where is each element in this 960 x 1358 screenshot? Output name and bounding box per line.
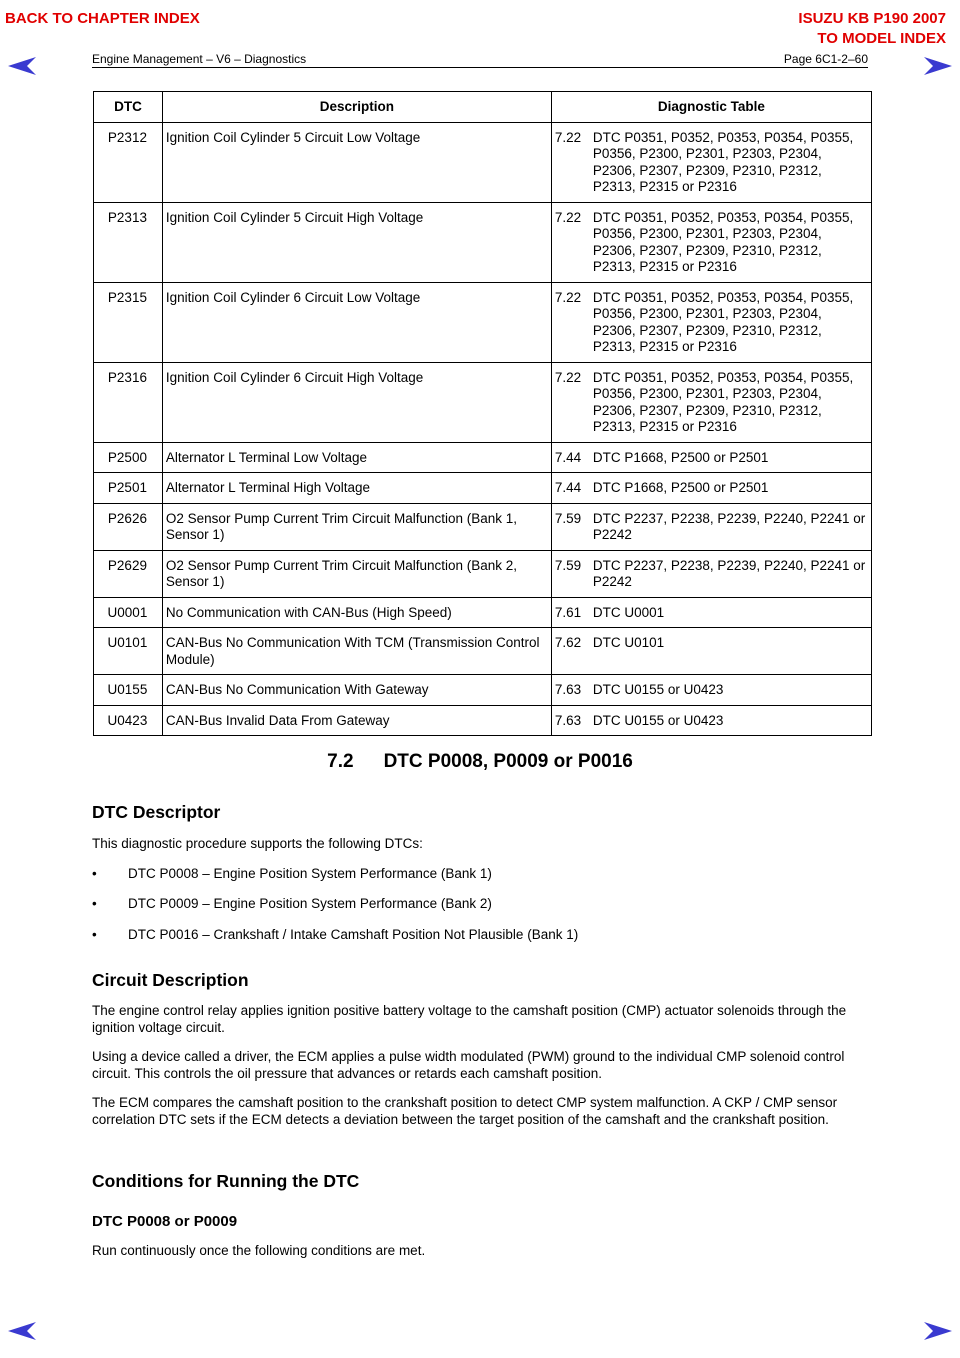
conditions-text: Run continuously once the following conditions are met. — [92, 1243, 426, 1258]
table-row — [94, 550, 872, 597]
dtc-code: U0101 — [94, 628, 163, 675]
back-to-chapter-index-link[interactable]: BACK TO CHAPTER INDEX — [5, 10, 200, 27]
bullet-icon: • — [92, 927, 97, 942]
dtc-code: P2312 — [94, 122, 163, 202]
table-row — [94, 122, 872, 202]
bullet-icon: • — [92, 896, 97, 911]
diagnostic-table-reference[interactable]: DTC P0351, P0352, P0353, P0354, P0355, P0356, P2300, P2301, P2303, P2304, P2306, P2307, P2309, P2310, P2312, P2313, P2315 or P2316 — [592, 209, 854, 274]
header-divider — [92, 67, 868, 68]
diagnostic-table-number[interactable]: 7.59 — [554, 557, 582, 573]
diagnostic-table-reference[interactable]: DTC P0351, P0352, P0353, P0354, P0355, P0356, P2300, P2301, P2303, P2304, P2306, P2307, P2309, P2310, P2312, P2313, P2315 or P2316 — [592, 289, 854, 354]
diagnostic-table-cell — [551, 442, 871, 473]
dtc-code: U0155 — [94, 675, 163, 706]
dtc-description: CAN-Bus No Communication With Gateway — [162, 675, 551, 706]
diagnostic-table-number[interactable]: 7.59 — [554, 510, 582, 526]
dtc-descriptor-heading: DTC Descriptor — [92, 802, 221, 822]
table-row — [94, 628, 872, 675]
dtc-code: P2316 — [94, 362, 163, 442]
diagnostic-table-cell — [551, 473, 871, 504]
dtc-description: Alternator L Terminal Low Voltage — [162, 442, 551, 473]
table-row — [94, 597, 872, 628]
section-number: 7.2 — [327, 751, 354, 772]
bullet-text: DTC P0009 – Engine Position System Performance (Bank 2) — [128, 896, 492, 911]
next-page-arrow-icon[interactable] — [924, 1322, 952, 1340]
dtc-description: O2 Sensor Pump Current Trim Circuit Malfunction (Bank 2, Sensor 1) — [162, 550, 551, 597]
dtc-description: Alternator L Terminal High Voltage — [162, 473, 551, 504]
section-heading — [92, 751, 868, 773]
dtc-description: Ignition Coil Cylinder 5 Circuit High Voltage — [162, 202, 551, 282]
dtc-code: P2315 — [94, 282, 163, 362]
table-row — [94, 202, 872, 282]
column-header-dtc: DTC — [94, 92, 163, 123]
bullet-text: DTC P0016 – Crankshaft / Intake Camshaft Position Not Plausible (Bank 1) — [128, 927, 579, 942]
next-page-arrow-icon[interactable] — [924, 57, 952, 75]
diagnostic-table-reference[interactable]: DTC U0155 or U0423 — [592, 712, 724, 728]
diagnostic-table-reference[interactable]: DTC P1668, P2500 or P2501 — [592, 480, 769, 495]
diagnostic-table-reference[interactable]: DTC P0351, P0352, P0353, P0354, P0355, P0356, P2300, P2301, P2303, P2304, P2306, P2307, P2309, P2310, P2312, P2313, P2315 or P2316 — [592, 369, 854, 434]
circuit-paragraph: Using a device called a driver, the ECM applies a pulse width modulated (PWM) ground to the individual CMP solenoid control circuit. This controls the oil pressure that advances or retards each camshaft position. — [92, 1049, 845, 1081]
diagnostic-table-number[interactable]: 7.61 — [554, 604, 582, 620]
diagnostic-table-number[interactable]: 7.63 — [554, 712, 582, 728]
dtc-description: O2 Sensor Pump Current Trim Circuit Malfunction (Bank 1, Sensor 1) — [162, 503, 551, 550]
diagnostic-table-number[interactable]: 7.63 — [554, 682, 582, 697]
descriptor-intro: This diagnostic procedure supports the following DTCs: — [92, 836, 423, 851]
diagnostic-table-cell — [551, 122, 871, 202]
diagnostic-table-number[interactable]: 7.22 — [554, 289, 582, 305]
dtc-table — [93, 91, 872, 736]
dtc-code: P2629 — [94, 550, 163, 597]
dtc-code: P2500 — [94, 442, 163, 473]
table-row — [94, 282, 872, 362]
circuit-paragraph: The engine control relay applies ignition positive battery voltage to the camshaft position (CMP) actuator solenoids through the ignition voltage circuit. — [92, 1003, 847, 1035]
model-title: ISUZU KB P190 2007 — [798, 10, 946, 27]
dtc-code: P2626 — [94, 503, 163, 550]
dtc-description: CAN-Bus No Communication With TCM (Transmission Control Module) — [162, 628, 551, 675]
diagnostic-table-cell — [551, 628, 871, 675]
table-header-row — [94, 92, 872, 123]
conditions-subheading: DTC P0008 or P0009 — [92, 1213, 238, 1230]
diagnostic-table-cell — [551, 675, 871, 706]
table-row — [94, 675, 872, 706]
diagnostic-table-number[interactable]: 7.22 — [554, 209, 582, 225]
diagnostic-table-cell — [551, 597, 871, 628]
bullet-icon: • — [92, 866, 97, 881]
diagnostic-table-cell — [551, 550, 871, 597]
diagnostic-table-number[interactable]: 7.22 — [554, 369, 582, 385]
to-model-index-link[interactable]: TO MODEL INDEX — [817, 30, 946, 47]
column-header-description: Description — [162, 92, 551, 123]
previous-page-arrow-icon[interactable] — [8, 1322, 36, 1340]
column-header-diagnostic-table: Diagnostic Table — [551, 92, 871, 123]
diagnostic-table-reference[interactable]: DTC P2237, P2238, P2239, P2240, P2241 or P2242 — [592, 557, 866, 589]
section-title: DTC P0008, P0009 or P0016 — [383, 751, 633, 772]
diagnostic-table-number[interactable]: 7.44 — [554, 449, 582, 465]
dtc-code: U0001 — [94, 597, 163, 628]
table-row — [94, 442, 872, 473]
dtc-description: No Communication with CAN-Bus (High Speed) — [162, 597, 551, 628]
dtc-code: U0423 — [94, 705, 163, 736]
table-row — [94, 473, 872, 504]
dtc-description: Ignition Coil Cylinder 6 Circuit Low Voltage — [162, 282, 551, 362]
diagnostic-table-cell — [551, 282, 871, 362]
diagnostic-table-reference[interactable]: DTC P0351, P0352, P0353, P0354, P0355, P0356, P2300, P2301, P2303, P2304, P2306, P2307, P2309, P2310, P2312, P2313, P2315 or P2316 — [592, 129, 854, 194]
dtc-description: Ignition Coil Cylinder 6 Circuit High Voltage — [162, 362, 551, 442]
diagnostic-table-reference[interactable]: DTC U0155 or U0423 — [592, 682, 724, 697]
diagnostic-table-reference[interactable]: DTC P1668, P2500 or P2501 — [592, 449, 769, 465]
diagnostic-table-number[interactable]: 7.22 — [554, 129, 582, 145]
diagnostic-table-reference[interactable]: DTC U0001 — [592, 604, 665, 620]
table-row — [94, 362, 872, 442]
page-number: Page 6C1-2–60 — [783, 52, 868, 66]
diagnostic-table-reference[interactable]: DTC P2237, P2238, P2239, P2240, P2241 or P2242 — [592, 510, 866, 542]
previous-page-arrow-icon[interactable] — [8, 57, 36, 75]
diagnostic-table-reference[interactable]: DTC U0101 — [592, 635, 665, 650]
circuit-description-heading: Circuit Description — [92, 970, 249, 990]
diagnostic-table-number[interactable]: 7.44 — [554, 480, 582, 495]
circuit-paragraph: The ECM compares the camshaft position to the crankshaft position to detect CMP system malfunction. A CKP / CMP sensor correlation DTC sets if the ECM detects a deviation between the target position of the camshaft and the crankshaft position. — [92, 1095, 838, 1127]
table-row — [94, 705, 872, 736]
diagnostic-table-cell — [551, 503, 871, 550]
dtc-code: P2501 — [94, 473, 163, 504]
bullet-text: DTC P0008 – Engine Position System Performance (Bank 1) — [128, 866, 492, 881]
table-row — [94, 503, 872, 550]
conditions-heading: Conditions for Running the DTC — [92, 1171, 360, 1191]
dtc-description: CAN-Bus Invalid Data From Gateway — [162, 705, 551, 736]
diagnostic-table-cell — [551, 202, 871, 282]
document-section-title: Engine Management – V6 – Diagnostics — [92, 52, 307, 66]
diagnostic-table-cell — [551, 705, 871, 736]
dtc-description: Ignition Coil Cylinder 5 Circuit Low Voltage — [162, 122, 551, 202]
diagnostic-table-cell — [551, 362, 871, 442]
diagnostic-table-number[interactable]: 7.62 — [554, 635, 582, 650]
dtc-code: P2313 — [94, 202, 163, 282]
